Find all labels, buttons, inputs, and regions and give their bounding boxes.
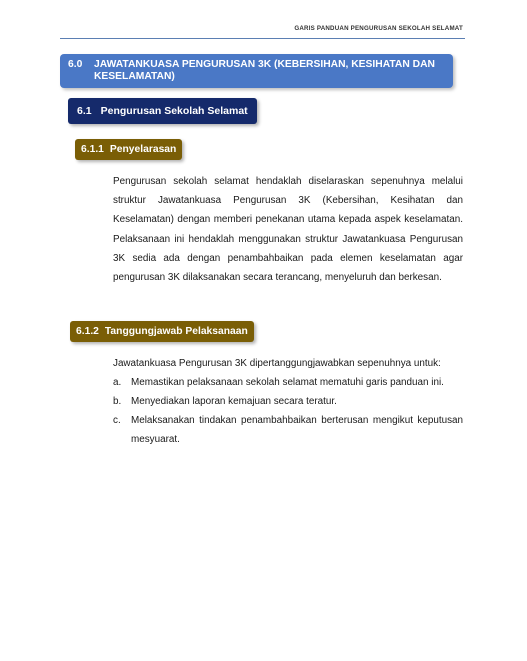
subsection-title: Pengurusan Sekolah Selamat [100, 105, 248, 117]
subsubsection-title: Tanggungjawab Pelaksanaan [104, 326, 248, 337]
list-item [113, 411, 463, 449]
subsubsection-number: 6.1.2 [76, 326, 99, 337]
list-item [113, 392, 463, 411]
responsibility-list [113, 373, 463, 449]
subsubsection-heading-tanggungjawab [70, 321, 254, 342]
responsibility-intro: Jawatankuasa Pengurusan 3K dipertanggungjawabkan sepenuhnya untuk: [113, 358, 441, 369]
header-rule [60, 38, 465, 39]
list-item-text: Menyediakan laporan kemajuan secara teratur. [131, 396, 337, 407]
section-heading-banner [60, 54, 453, 88]
list-item [113, 373, 463, 392]
subsubsection-heading-penyelarasan [75, 139, 182, 160]
list-item-text: Memastikan pelaksanaan sekolah selamat mematuhi garis panduan ini. [131, 377, 444, 388]
list-marker: c. [113, 415, 121, 426]
section-number: 6.0 [68, 59, 83, 70]
subsubsection-title: Penyelarasan [109, 144, 177, 155]
subsection-number: 6.1 [77, 105, 92, 117]
section-title: JAWATANKUASA PENGURUSAN 3K (KEBERSIHAN, KESIHATAN DAN KESELAMATAN) [94, 59, 435, 82]
running-header: GARIS PANDUAN PENGURUSAN SEKOLAH SELAMAT [294, 25, 463, 32]
subsection-heading-banner [68, 98, 257, 124]
list-item-text: Melaksanakan tindakan penambahbaikan berterusan mengikut keputusan mesyuarat. [131, 415, 463, 445]
penyelarasan-paragraph: Pengurusan sekolah selamat hendaklah diselaraskan sepenuhnya melalui struktur Jawatankuasa Pengurusan 3K (Kebersihan, Kesihatan dan Keselamatan) dengan memberi penekanan utama kepada aspek keselamatan. Pelaksanaan ini hendaklah menggunakan struktur Jawatankuasa Pengurusan 3K sedia ada dengan penambahbaikan pada elemen keselamatan agar pengurusan 3K dilaksanakan secara terancang, menyeluruh dan berkesan. [113, 176, 463, 284]
subsubsection-number: 6.1.1 [81, 144, 104, 155]
list-marker: a. [113, 377, 122, 388]
list-marker: b. [113, 396, 122, 407]
